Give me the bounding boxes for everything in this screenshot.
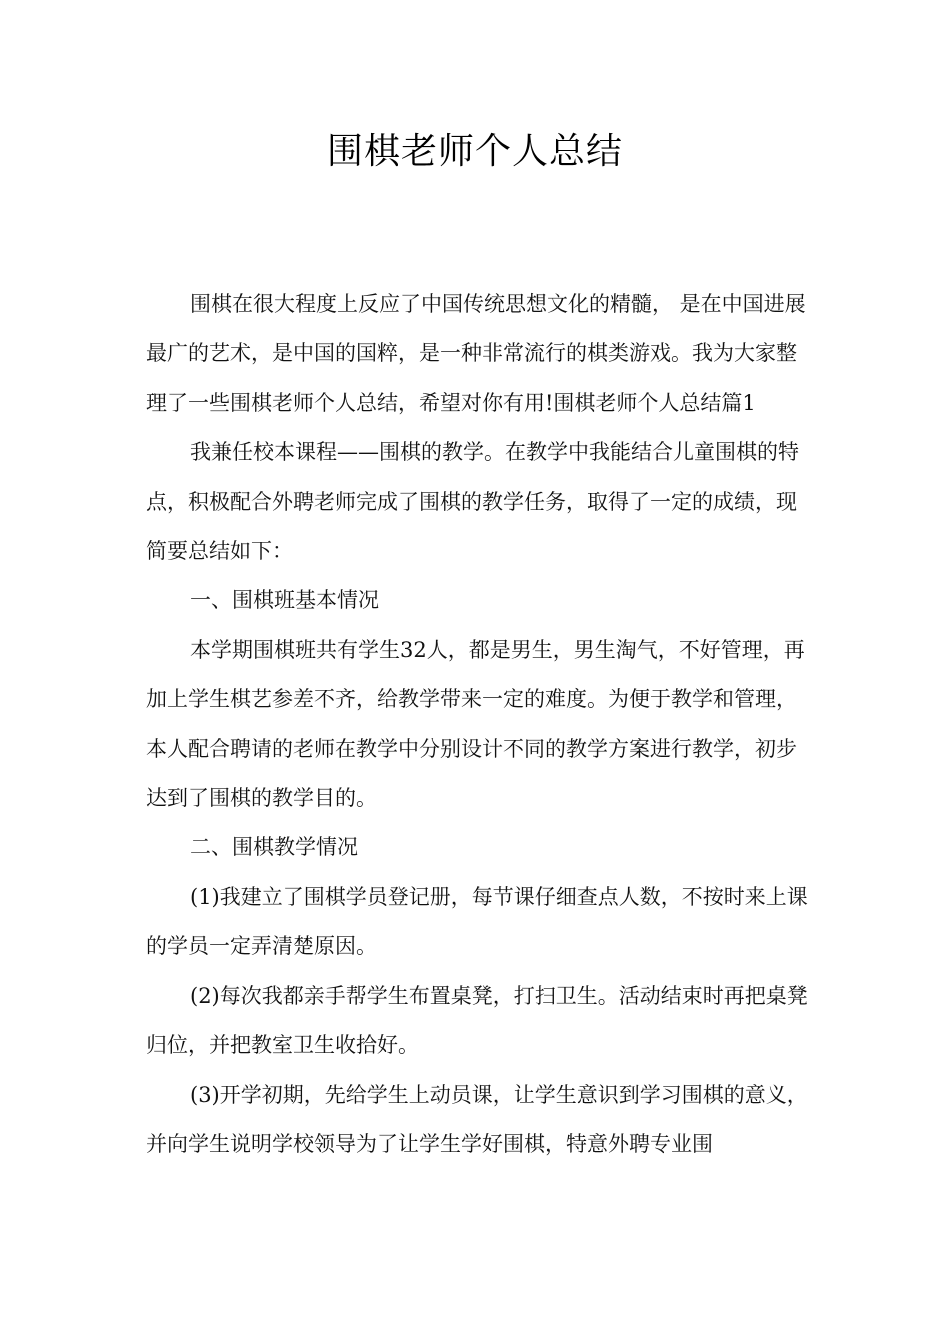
intro-paragraph: 围棋在很大程度上反应了中国传统思想文化的精髓， 是在中国进展最广的艺术，是中国的国粹，是一种非常流行的棋类游戏。我为大家整理了一些围棋老师个人总结，希望对你有用!围棋老师个人总结篇1 xyxy=(146,292,806,415)
overview-paragraph: 我兼任校本课程——围棋的教学。在教学中我能结合儿童围棋的特点，积极配合外聘老师完成了围棋的教学任务，取得了一定的成绩，现简要总结如下： xyxy=(146,440,799,564)
teaching-item-2: (2)每次我都亲手帮学生布置桌凳，打扫卫生。活动结束时再把桌凳归位，并把教室卫生收拾好。 xyxy=(146,983,808,1058)
section-heading-basic-info: 一、围棋班基本情况 xyxy=(190,588,379,613)
teaching-item-3: (3)开学初期，先给学生上动员课，让学生意识到学习围棋的意义，并向学生说明学校领导为了让学生学好围棋，特意外聘专业围 xyxy=(146,1082,808,1156)
document-title: 围棋老师个人总结 xyxy=(326,131,623,172)
teaching-item-1: (1)我建立了围棋学员登记册，每节课仔细查点人数，不按时来上课的学员一定弄清楚原因。 xyxy=(146,884,808,959)
section-heading-teaching: 二、围棋教学情况 xyxy=(190,835,358,860)
basic-info-paragraph: 本学期围棋班共有学生32人，都是男生，男生淘气，不好管理，再加上学生棋艺参差不齐，给教学带来一定的难度。为便于教学和管理，本人配合聘请的老师在教学中分别设计不同的教学方案进行教学，初步达到了围棋的教学目的。 xyxy=(146,637,805,811)
document-body xyxy=(146,280,810,1169)
